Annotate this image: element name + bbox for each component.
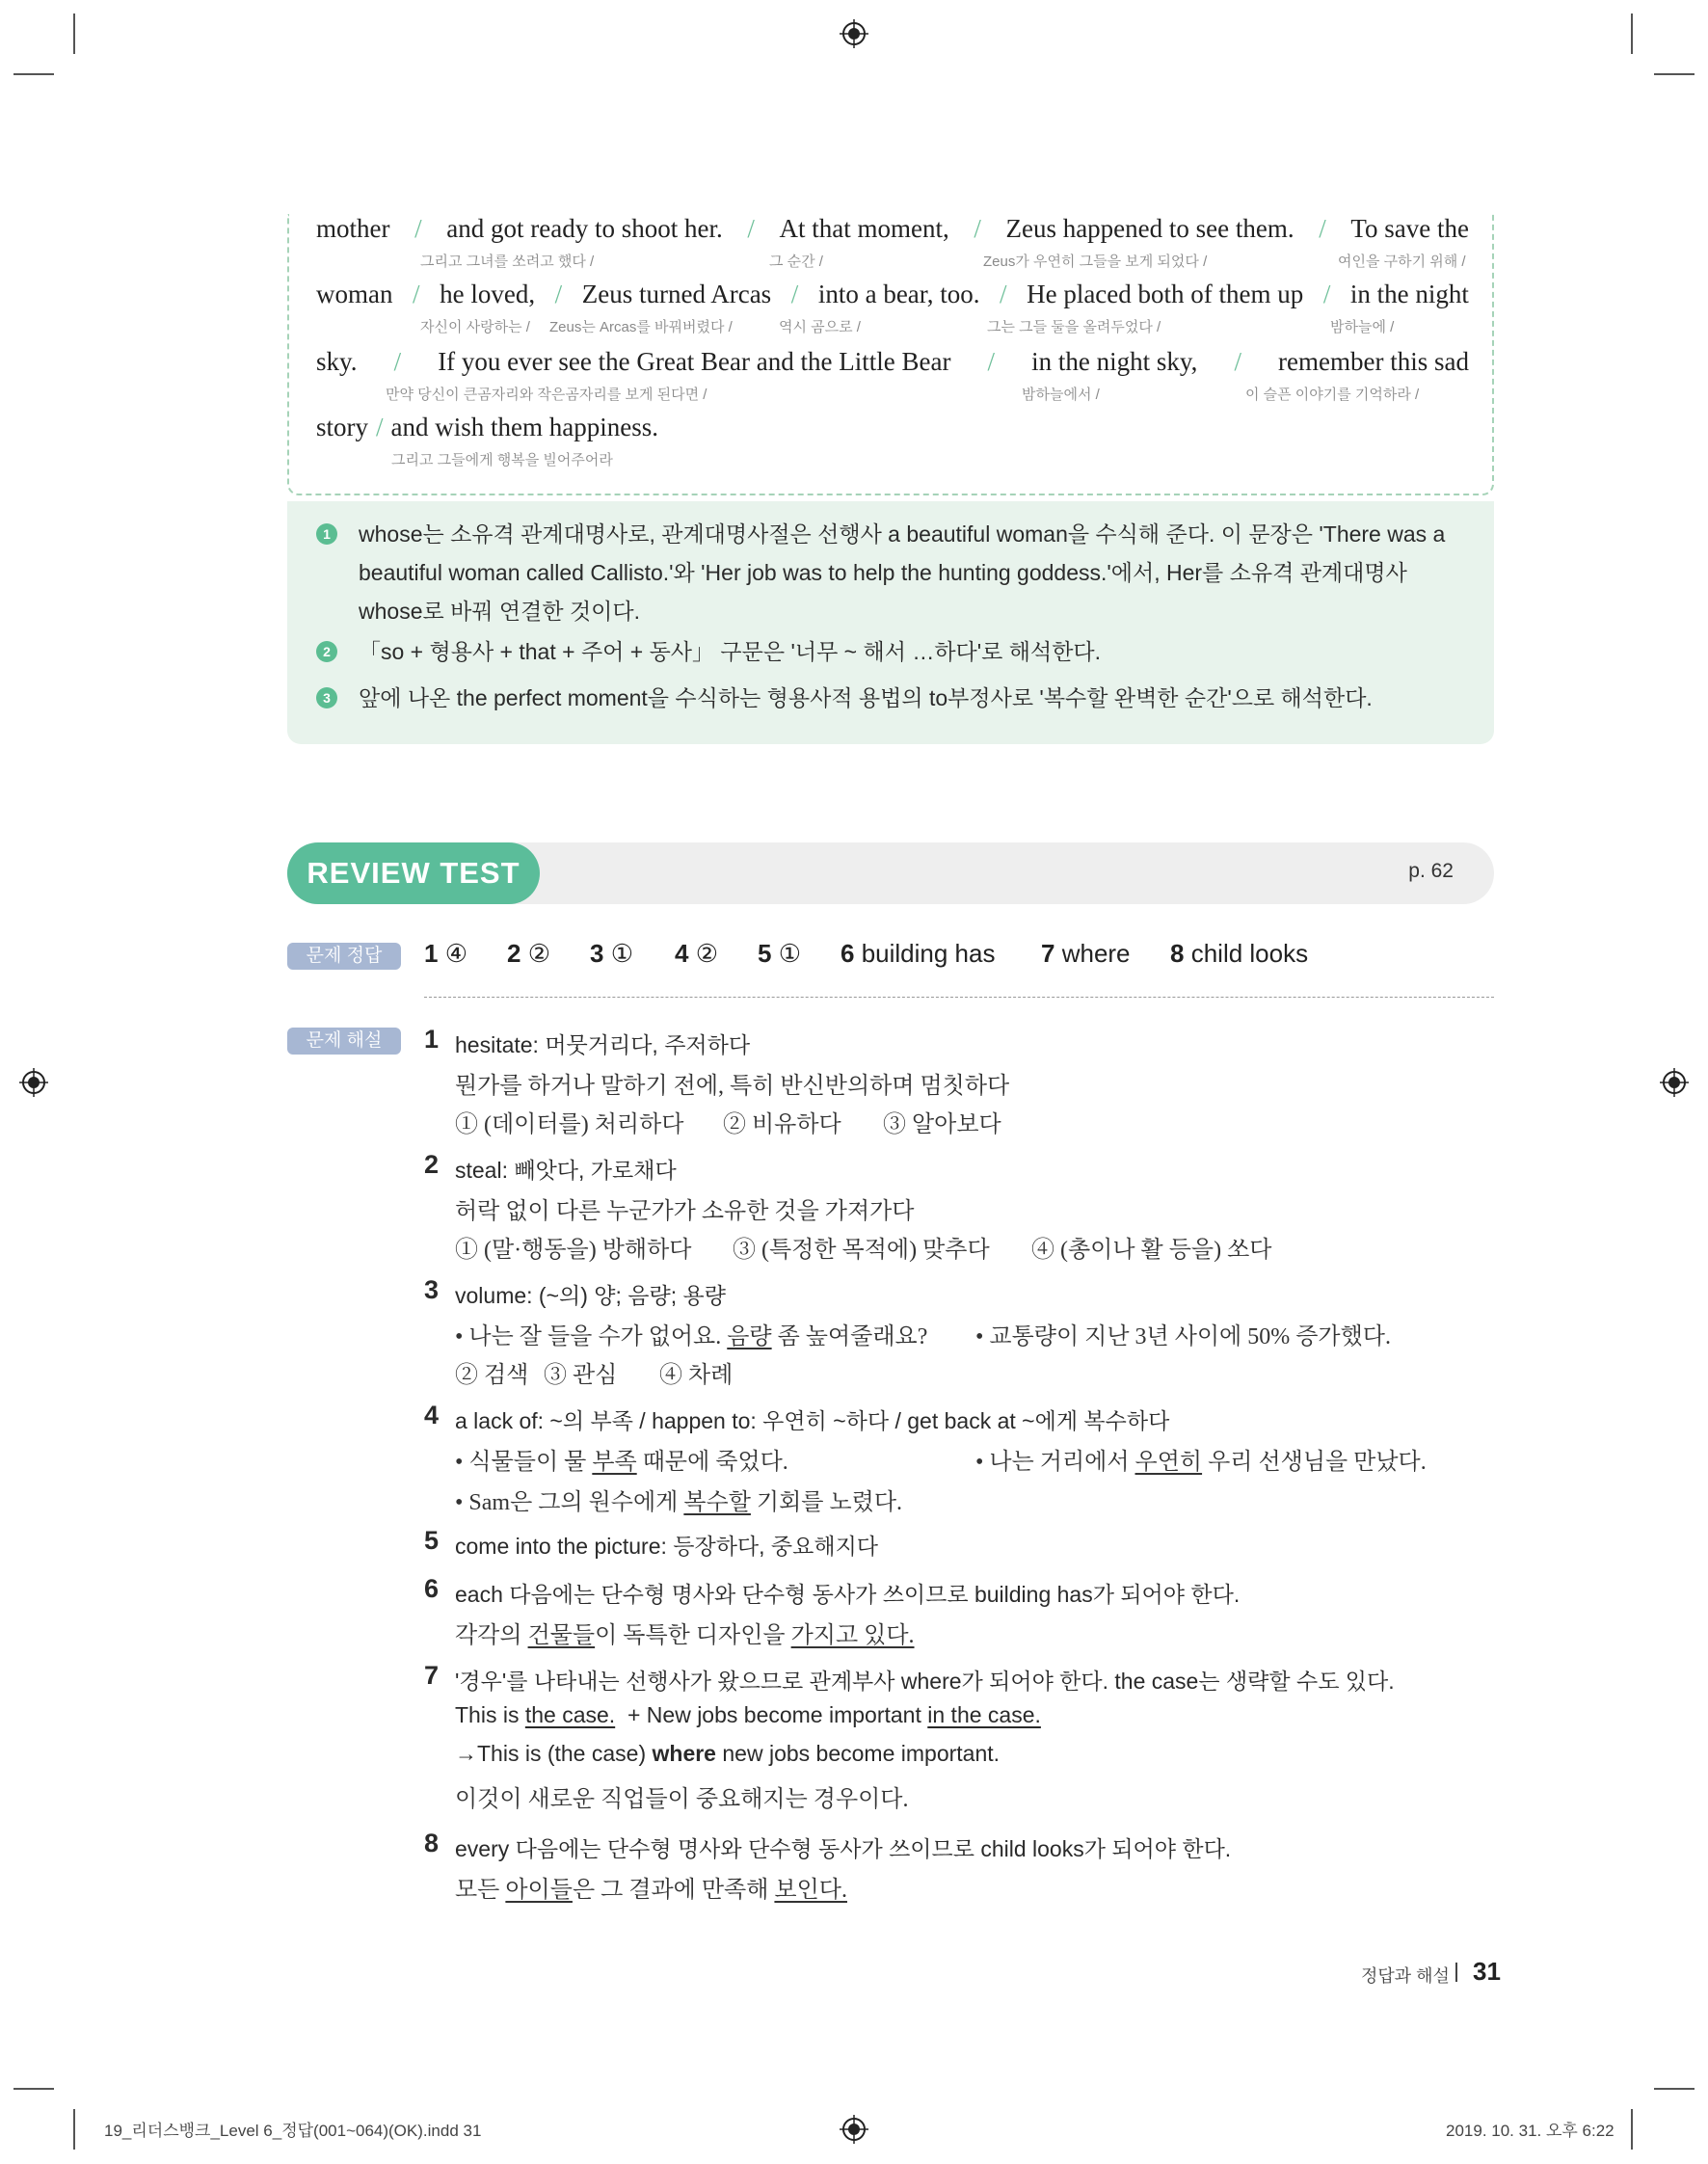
- note-text: 앞에 나온 the perfect moment을 수식하는 형용사적 용법의 to부정사로 '복수할 완벽한 순간'으로 해석한다.: [359, 685, 1373, 710]
- text-segment: To save the: [1350, 214, 1469, 243]
- item-number: 5: [424, 1526, 440, 1555]
- crop-mark: [1654, 73, 1695, 75]
- note-number-badge: 3: [316, 687, 337, 708]
- item-number: 6: [424, 1574, 440, 1603]
- korean-gloss: Zeus가 우연히 그들을 보게 되었다 /: [983, 254, 1208, 270]
- item-number: 4: [424, 1401, 440, 1429]
- text-segment: Zeus happened to see them.: [1005, 214, 1294, 243]
- answer-item: 8 child looks: [1170, 939, 1309, 968]
- answer-item: 7 where: [1041, 939, 1131, 968]
- translation-line: [316, 214, 1469, 244]
- grammar-notes: [287, 501, 1494, 744]
- answer-item: 2 ②: [507, 939, 551, 968]
- item-number: 1: [424, 1025, 440, 1054]
- text-segment: woman: [316, 280, 393, 308]
- choice-option: ③ 알아보다: [883, 1112, 1001, 1137]
- translation-line: [316, 347, 1469, 377]
- explanation-line: 뭔가를 하거나 말하기 전에, 특히 반신반의하며 멈칫하다: [455, 1074, 1010, 1099]
- korean-gloss: 밤하늘에 /: [1330, 319, 1395, 335]
- answer-tag: 문제 정답: [287, 943, 401, 970]
- text-segment: and wish them happiness.: [390, 413, 658, 441]
- footer-separator: [1455, 1963, 1457, 1982]
- text-segment: into a bear, too.: [817, 280, 980, 308]
- slash: /: [747, 214, 755, 243]
- choice-option: ④ 차례: [659, 1363, 734, 1388]
- slash: /: [974, 214, 981, 243]
- explanation-line: hesitate: 머뭇거리다, 주저하다: [455, 1032, 751, 1057]
- text-segment: remember this sad: [1278, 347, 1469, 376]
- slash: /: [790, 280, 799, 308]
- print-slug-date: 2019. 10. 31. 오후 6:22: [1446, 2122, 1615, 2140]
- note-line: beautiful woman called Callisto.'와 'Her job was to help the hunting goddess.'에서, Her를 소유격 관계대명사: [359, 560, 1407, 585]
- explanation-line: 이것이 새로운 직업들이 중요해지는 경우이다.: [455, 1787, 909, 1812]
- slash: /: [393, 347, 402, 376]
- registration-mark-icon: [1660, 1068, 1689, 1097]
- note-item: [316, 679, 1467, 717]
- text-segment: story: [316, 413, 368, 441]
- crop-mark: [1654, 2088, 1695, 2090]
- note-item: [316, 515, 1467, 630]
- explanation-line: every 다음에는 단수형 명사와 단수형 동사가 쓰이므로 child looks가 되어야 한다.: [455, 1836, 1232, 1861]
- explanation-line: each 다음에는 단수형 명사와 단수형 동사가 쓰이므로 building has가 되어야 한다.: [455, 1582, 1241, 1607]
- review-test-title: REVIEW TEST: [287, 842, 540, 904]
- example-sentence: →This is (the case) where new jobs become important.: [455, 1741, 1001, 1766]
- slash: /: [414, 214, 422, 243]
- slash: /: [413, 280, 420, 308]
- note-line: whose로 바꿔 연결한 것이다.: [359, 599, 641, 624]
- crop-mark: [73, 13, 75, 54]
- text-segment: mother: [316, 214, 390, 243]
- note-text: 「so + 형용사 + that + 주어 + 동사」 구문은 '너무 ~ 해서 …하다'로 해석한다.: [359, 639, 1102, 664]
- text-segment: and got ready to shoot her.: [446, 214, 723, 243]
- text-segment: If you ever see the Great Bear and the Little Bear: [438, 347, 951, 376]
- slash: /: [376, 413, 384, 441]
- choice-option: ④ (총이나 활 등을) 쏘다: [1031, 1238, 1272, 1263]
- slash: /: [1234, 347, 1241, 376]
- choice-option: ② 비유하다: [723, 1112, 841, 1137]
- note-item: [316, 632, 1467, 671]
- choice-option: ② 검색: [455, 1363, 529, 1388]
- korean-gloss: 밤하늘에서 /: [1022, 387, 1100, 403]
- text-segment: in the night: [1349, 280, 1469, 308]
- explanation-line: a lack of: ~의 부족 / happen to: 우연히 ~하다 / get back at ~에게 복수하다: [455, 1408, 1170, 1433]
- note-line: whose는 소유격 관계대명사로, 관계대명사절은 선행사 a beautiful woman을 수식해 준다. 이 문장은 'There was a: [359, 521, 1446, 547]
- translation-line: [316, 413, 1469, 442]
- crop-mark: [13, 2088, 54, 2090]
- korean-gloss: 여인을 구하기 위해 /: [1338, 254, 1466, 270]
- choice-option: ③ 관심: [544, 1363, 618, 1388]
- translation-box: [287, 214, 1494, 495]
- item-number: 2: [424, 1150, 440, 1179]
- slash: /: [1319, 214, 1326, 243]
- item-number: 8: [424, 1829, 440, 1857]
- example-sentence: • 나는 거리에서 우연히 우리 선생님을 만났다.: [975, 1450, 1427, 1475]
- answer-item: 6 building has: [841, 939, 996, 968]
- slash: /: [1000, 280, 1007, 308]
- translation-line: [316, 280, 1469, 309]
- slash: /: [987, 347, 996, 376]
- print-slug-file: 19_리더스뱅크_Level 6_정답(001~064)(OK).indd 31: [104, 2122, 482, 2140]
- registration-mark-icon: [840, 2115, 868, 2144]
- korean-gloss: 그리고 그들에게 행복을 빌어주어라: [391, 452, 613, 468]
- korean-gloss: 이 슬픈 이야기를 기억하라 /: [1245, 387, 1420, 403]
- choice-option: ① (말·행동을) 방해하다: [455, 1238, 692, 1263]
- korean-gloss: 만약 당신이 큰곰자리와 작은곰자리를 보게 된다면 /: [386, 387, 707, 403]
- korean-gloss: 그는 그들 둘을 올려두었다 /: [987, 319, 1161, 335]
- section-divider: [424, 997, 1494, 998]
- korean-gloss: 그 순간 /: [769, 254, 823, 270]
- example-sentence: 각각의 건물들이 독특한 디자인을 가지고 있다.: [455, 1623, 915, 1648]
- example-sentence: • 식물들이 물 부족 때문에 죽었다.: [455, 1450, 788, 1475]
- example-sentence: • 교통량이 지난 3년 사이에 50% 증가했다.: [975, 1324, 1391, 1349]
- korean-gloss: Zeus는 Arcas를 바꿔버렸다 /: [549, 319, 733, 335]
- example-sentence: This is the case. + New jobs become important in the case.: [455, 1702, 1041, 1727]
- text-segment: He placed both of them up: [1027, 280, 1304, 308]
- answer-item: 3 ①: [590, 939, 634, 968]
- korean-gloss: 역시 곰으로 /: [779, 319, 861, 335]
- text-segment: he loved,: [440, 280, 536, 308]
- text-segment: Zeus turned Arcas: [581, 280, 772, 308]
- page-footer-label: 정답과 해설: [1361, 1966, 1450, 1986]
- example-sentence: 모든 아이들은 그 결과에 만족해 보인다.: [455, 1878, 847, 1903]
- note-number-badge: 1: [316, 523, 337, 545]
- registration-mark-icon: [840, 19, 868, 48]
- text-segment: sky.: [316, 347, 358, 376]
- explanation-line: 허락 없이 다른 누군가가 소유한 것을 가져가다: [455, 1199, 915, 1224]
- explanation-line: '경우'를 나타내는 선행사가 왔으므로 관계부사 where가 되어야 한다. the case는 생략할 수도 있다.: [455, 1669, 1395, 1694]
- explanation-line: volume: (~의) 양; 음량; 용량: [455, 1283, 726, 1308]
- explanation-tag: 문제 해설: [287, 1028, 401, 1055]
- choice-option: ① (데이터를) 처리하다: [455, 1112, 684, 1137]
- text-segment: At that moment,: [779, 214, 949, 243]
- slash: /: [554, 280, 563, 308]
- explanation-line: come into the picture: 등장하다, 중요해지다: [455, 1534, 879, 1559]
- text-segment: in the night sky,: [1031, 347, 1198, 376]
- slash: /: [1322, 280, 1331, 308]
- note-text: [359, 515, 1467, 630]
- page-reference: p. 62: [1408, 860, 1454, 882]
- answer-item: 4 ②: [675, 939, 719, 968]
- item-number: 3: [424, 1275, 440, 1304]
- korean-gloss: 자신이 사랑하는 /: [420, 319, 530, 335]
- example-sentence: • Sam은 그의 원수에게 복수할 기회를 노렸다.: [455, 1490, 903, 1515]
- crop-mark: [13, 73, 54, 75]
- crop-mark: [1631, 2109, 1633, 2150]
- answer-item: 1 ④: [424, 939, 468, 968]
- answer-item: 5 ①: [758, 939, 802, 968]
- crop-mark: [1631, 13, 1633, 54]
- example-sentence: • 나는 잘 들을 수가 없어요. 음량 좀 높여줄래요?: [455, 1324, 928, 1349]
- choice-option: ③ (특정한 목적에) 맞추다: [733, 1238, 990, 1263]
- page-number: 31: [1473, 1957, 1501, 1986]
- item-number: 7: [424, 1661, 440, 1690]
- registration-mark-icon: [19, 1068, 48, 1097]
- explanation-line: steal: 빼앗다, 가로채다: [455, 1158, 677, 1183]
- note-number-badge: 2: [316, 641, 337, 662]
- korean-gloss: 그리고 그녀를 쏘려고 했다 /: [420, 254, 595, 270]
- review-test-header: [287, 842, 1494, 904]
- crop-mark: [73, 2109, 75, 2150]
